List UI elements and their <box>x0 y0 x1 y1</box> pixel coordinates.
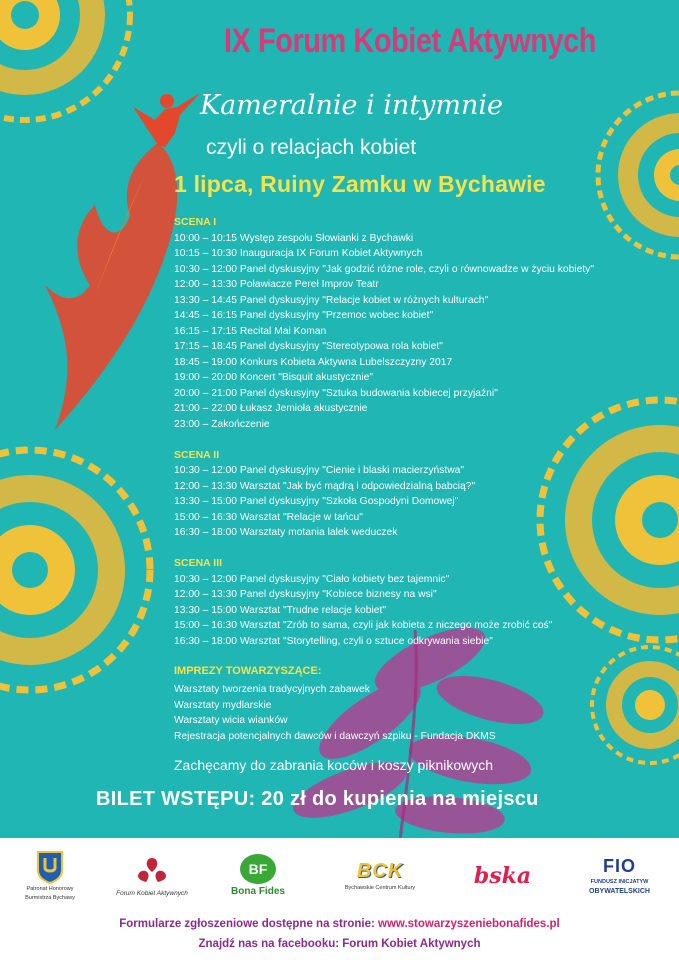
fka-name: Forum Kobiet Aktywnych <box>116 890 188 897</box>
scene-3-heading: SCENA III <box>174 557 223 569</box>
schedule-row: 18:45 – 19:00 Konkurs Kobieta Aktywna Lubelszczyzny 2017 <box>174 356 453 368</box>
schedule-row: 13:30 – 15:00 Panel dyskusyjny "Szkoła Gospodyni Domowej" <box>174 496 459 507</box>
schedule-row: 23:00 – Zakończenie <box>174 418 270 430</box>
schedule-row: 17:15 – 18:45 Panel dyskusyjny "Stereotypowa rola kobiet" <box>174 341 443 352</box>
fio-line-1: FUNDUSZ INICJATYW <box>590 879 649 885</box>
fka-emblem-icon <box>132 854 172 888</box>
logo-bska <box>465 838 540 913</box>
logo-patron <box>20 838 80 913</box>
bona-fides-name: Bona Fides <box>231 886 285 897</box>
fio-line-2: OBYWATELSKICH <box>589 888 650 895</box>
bska-mark: bska <box>473 862 532 889</box>
schedule <box>174 215 634 649</box>
extras-heading: IMPREZY TOWARZYSZĄCE: <box>174 665 322 677</box>
schedule-row: 16:30 – 18:00 Warsztat "Storytelling, czyli o sztuce odkrywania siebie" <box>174 635 493 647</box>
extras-item: Warsztaty wicia wianków <box>174 715 288 726</box>
schedule-row: 12:00 – 13:30 Panel dyskusyjny "Kobiece biznesy na wsi" <box>174 589 437 600</box>
facebook-info: Znajdź nas na facebooku: Forum Kobiet Aktywnych <box>198 938 481 950</box>
schedule-row: 10:00 – 10:15 Występ zespołu Słowianki z Bychawki <box>174 232 414 244</box>
schedule-row: 21:00 – 22:00 Łukasz Jemioła akustycznie <box>174 403 368 414</box>
scene-1-heading: SCENA I <box>174 216 217 228</box>
logo-fio <box>572 838 667 913</box>
bona-fides-mark: BF <box>240 854 276 884</box>
extras-item: Warsztaty tworzenia tradycyjnych zabawek <box>174 684 370 695</box>
schedule-row: 19:00 – 20:00 Koncert "Bisquit akustycznie" <box>174 372 374 383</box>
scene-2-heading: SCENA II <box>174 448 220 461</box>
website-link[interactable]: www.stowarzyszeniebonafides.pl <box>378 918 560 930</box>
mandala-small-right-icon <box>585 640 679 770</box>
schedule-row: 10:30 – 12:00 Panel dyskusyjny "Cienie i blaski macierzyństwa" <box>174 465 465 476</box>
poster-subtitle: Kameralnie i intymnie <box>200 90 504 121</box>
bck-mark: BCK <box>356 859 404 882</box>
logo-fka <box>112 838 192 913</box>
mandala-bottom-left-icon <box>0 440 160 700</box>
schedule-row: 10:30 – 12:00 Panel dyskusyjny "Jak godzić różne role, czyli o równowadze w życiu kobiety" <box>174 263 594 275</box>
logo-bona-fides <box>228 838 288 913</box>
schedule-row: 16:30 – 18:00 Warsztaty motania lalek weduczek <box>174 527 398 538</box>
sponsor-logos <box>0 838 679 913</box>
schedule-row: 20:00 – 21:00 Panel dyskusyjny "Sztuka budowania kobiecej przyjaźni" <box>174 387 498 399</box>
schedule-row: 13:30 – 14:45 Panel dyskusyjny "Relacje kobiet w różnych kulturach" <box>174 294 489 306</box>
forms-info <box>0 918 679 930</box>
bck-name: Bychawskie Centrum Kultury <box>344 884 416 891</box>
schedule-row: 10:15 – 10:30 Inauguracja IX Forum Kobiet Aktywnych <box>174 248 423 259</box>
forms-label: Formularze zgłoszeniowe dostępne na stronie: <box>119 918 375 930</box>
bychawa-crest-icon <box>36 850 64 884</box>
schedule-row: 16:15 – 17:15 Recital Mai Koman <box>174 325 327 337</box>
patron-caption-2: Burmistrza Bychawy <box>25 894 75 901</box>
schedule-row: 15:00 – 16:30 Warsztat "Relacje w tańcu" <box>174 511 363 523</box>
poster-subtitle-2: czyli o relacjach kobiet <box>206 136 417 159</box>
ticket-info: BILET WSTĘPU: 20 zł do kupienia na miejscu <box>96 788 539 810</box>
extras-item: Warsztaty mydlarskie <box>174 699 272 711</box>
patron-caption-1: Patronat Honorowy <box>26 885 74 892</box>
schedule-row: 14:45 – 16:15 Panel dyskusyjny "Przemoc wobec kobiet" <box>174 310 434 321</box>
schedule-row: 13:30 – 15:00 Warsztat "Trudne relacje kobiet" <box>174 604 387 616</box>
fio-mark: FIO <box>603 856 636 876</box>
invite-text: Zachęcamy do zabrania koców i koszy piknikowych <box>174 757 494 773</box>
schedule-row: 15:00 – 16:30 Warsztat "Zrób to sama, czyli jak kobieta z niczego może zrobić coś" <box>174 620 553 631</box>
extras-list <box>174 682 496 744</box>
schedule-row: 12:00 – 13:30 Poławiacze Pereł Improv Teatr <box>174 279 379 290</box>
date-place: 1 lipca, Ruiny Zamku w Bychawie <box>174 171 546 197</box>
logo-bck <box>335 838 425 913</box>
extras-item: Rejestracja potencjalnych dawców i dawczyń szpiku - Fundacja DKMS <box>174 730 496 742</box>
schedule-row: 12:00 – 13:30 Warsztat "Jak być mądrą i odpowiedzialną babcią?" <box>174 480 476 492</box>
schedule-row: 10:30 – 12:00 Panel dyskusyjny "Ciało kobiety bez tajemnic" <box>174 573 450 585</box>
poster-title: IX Forum Kobiet Aktywnych <box>223 22 597 60</box>
